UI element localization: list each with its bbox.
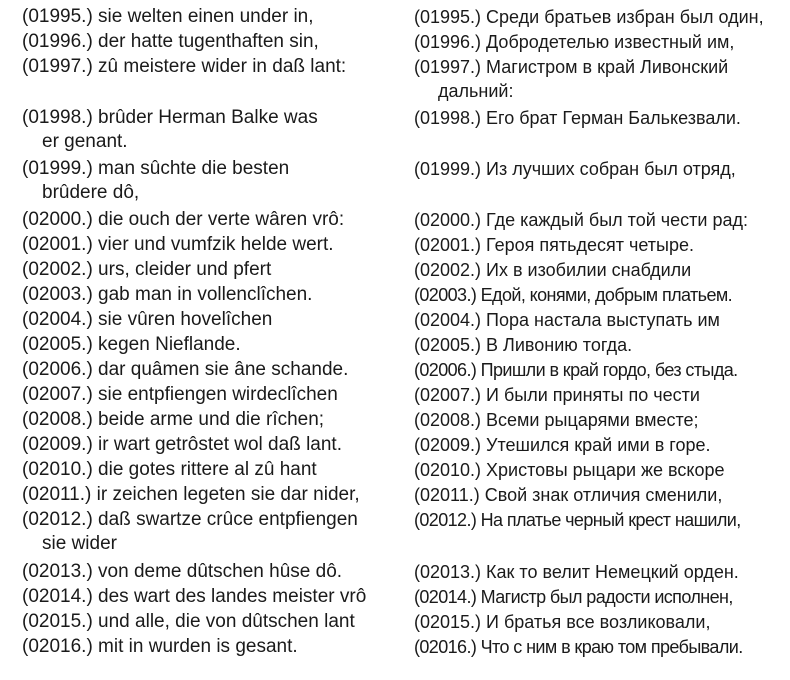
verse-text: (02012.) daß swartze crûce entpfiengen [22,509,358,530]
verse-text: (02015.) und alle, die von dûtschen lant [22,611,355,632]
verse-text: (02009.) ir wart getrôstet wol daß lant. [22,434,342,455]
verse-text: (02013.) Как то велит Немецкий орден. [414,562,739,582]
verse-line-translation [414,408,786,432]
verse-text: (02011.) ir zeichen legeten sie dar nider, [22,484,360,505]
verse-text: (02010.) Христовы рыцари же вскоре [414,460,725,480]
verse-line-translation [414,483,786,507]
verse-line-original [22,233,402,257]
verse-text: (02016.) Что с ним в краю том пребывали. [414,637,743,657]
verse-line-translation [414,308,786,332]
verse-line-original [22,433,402,457]
verse-line-translation [414,106,786,130]
verse-text: (02014.) Магистр был радости исполнен, [414,587,733,607]
verse-line-original [22,560,402,584]
verse-line-translation [414,233,786,257]
verse-line-translation [414,358,786,382]
verse-line-translation [414,55,786,103]
verse-text: (01998.) brûder Herman Balke was [22,107,318,128]
verse-line-translation [414,508,786,532]
verse-line-translation [414,333,786,357]
verse-line-translation [414,258,786,282]
verse-line-translation [414,560,786,584]
verse-line-translation [414,383,786,407]
verse-line-original [22,5,402,29]
verse-line-original [22,383,402,407]
verse-text: (02015.) И братья все возликовали, [414,612,711,632]
verse-line-translation [414,585,786,609]
verse-line-translation [414,208,786,232]
verse-text: (02002.) urs, cleider und pfert [22,259,272,280]
verse-text: (01997.) Магистром в край Ливонский [414,57,729,77]
verse-text: (02000.) die ouch der verte wâren vrô: [22,209,345,230]
verse-line-translation [414,157,786,181]
verse-line-original [22,30,402,54]
verse-line-translation [414,433,786,457]
verse-line-original [22,635,402,659]
verse-continuation: sie wider [42,533,117,554]
verse-text: (01996.) Добродетелью известный им, [414,32,735,52]
verse-text: (01999.) man sûchte die besten [22,158,290,179]
verse-line-original [22,106,402,154]
verse-line-translation [414,30,786,54]
verse-line-original [22,483,402,507]
verse-text: (02014.) des wart des landes meister vrô [22,586,367,607]
verse-continuation: brûdere dô, [42,182,140,203]
verse-line-original [22,55,402,79]
verse-text: (02002.) Их в изобилии снабдили [414,260,692,280]
verse-line-original [22,308,402,332]
verse-text: (02012.) На платье черный крест нашили, [414,510,741,530]
verse-text: (02007.) sie entpfiengen wirdeclîchen [22,384,338,405]
verse-text: (02004.) Пора настала выступать им [414,310,720,330]
verse-text: (02010.) die gotes rittere al zû hant [22,459,317,480]
verse-line-original [22,458,402,482]
verse-line-original [22,358,402,382]
verse-text: (02008.) beide arme und die rîchen; [22,409,325,430]
verse-continuation: дальний: [438,81,514,101]
verse-line-original [22,258,402,282]
verse-text: (02003.) Едой, конями, добрым платьем. [414,285,733,305]
verse-text: (02009.) Утешился край ими в горе. [414,435,711,455]
verse-line-original [22,283,402,307]
verse-line-original [22,333,402,357]
verse-text: (02003.) gab man in vollenclîchen. [22,284,313,305]
verse-text: (02006.) dar quâmen sie âne schande. [22,359,349,380]
verse-line-original [22,585,402,609]
verse-text: (01998.) Его брат Герман Балькезвали. [414,108,741,128]
verse-text: (01997.) zû meistere wider in daß lant: [22,56,347,77]
verse-text: (01996.) der hatte tugenthaften sin, [22,31,319,52]
verse-line-translation [414,610,786,634]
verse-text: (01999.) Из лучших собран был отряд, [414,159,736,179]
verse-text: (02001.) vier und vumfzik helde wert. [22,234,334,255]
verse-line-original [22,610,402,634]
verse-line-original [22,408,402,432]
verse-text: (02008.) Всеми рыцарями вместе; [414,410,699,430]
verse-text: (02007.) И были приняты по чести [414,385,700,405]
verse-line-translation [414,458,786,482]
verse-text: (02005.) В Ливонию тогда. [414,335,633,355]
verse-continuation: er genant. [42,131,128,152]
verse-line-translation [414,283,786,307]
verse-text: (02016.) mit in wurden is gesant. [22,636,298,657]
verse-line-translation [414,635,786,659]
verse-text: (02004.) sie vûren hovelîchen [22,309,273,330]
verse-line-original [22,208,402,232]
verse-text: (02011.) Свой знак отличия сменили, [414,485,723,505]
verse-text: (01995.) Среди братьев избран был один, [414,7,764,27]
verse-text: (01995.) sie welten einen under in, [22,6,314,27]
verse-line-translation [414,5,786,29]
verse-text: (02013.) von deme dûtschen hûse dô. [22,561,343,582]
verse-text: (02005.) kegen Nieflande. [22,334,241,355]
verse-line-original [22,157,402,205]
verse-line-original [22,508,402,556]
verse-text: (02006.) Пришли в край гордо, без стыда. [414,360,738,380]
verse-text: (02000.) Где каждый был той чести рад: [414,210,748,230]
verse-text: (02001.) Героя пятьдесят четыре. [414,235,694,255]
